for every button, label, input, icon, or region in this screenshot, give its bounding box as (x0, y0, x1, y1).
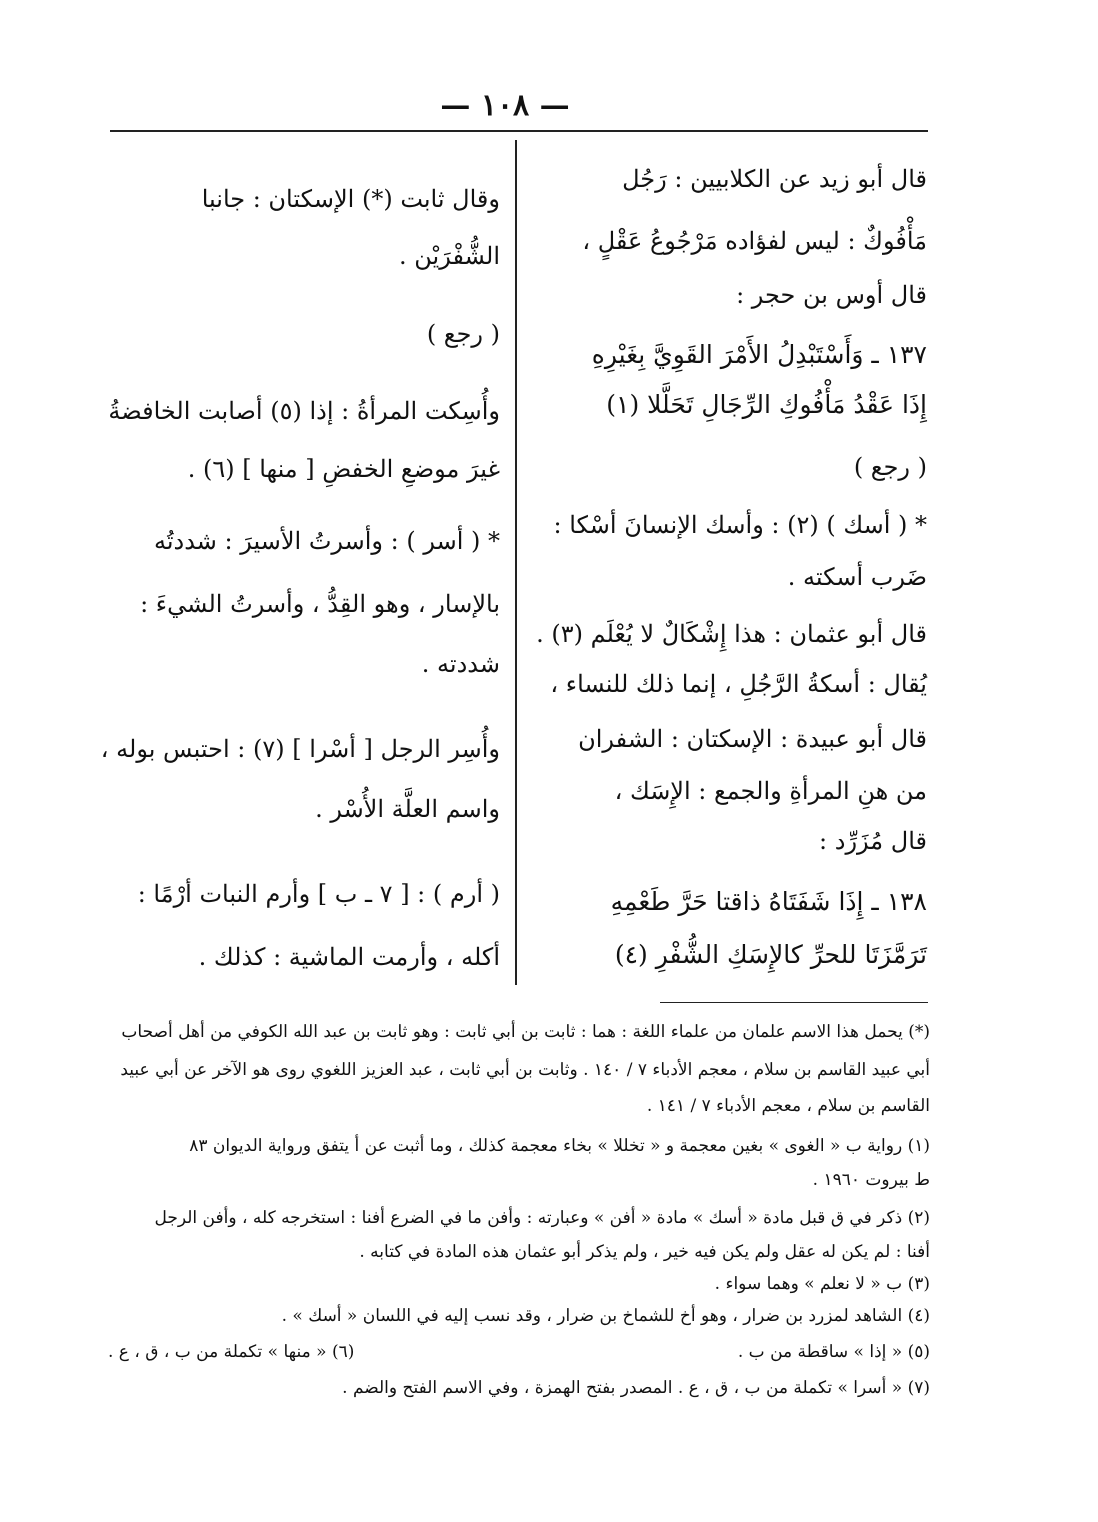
section-heading: ( رجع ) (426, 320, 500, 348)
text-line: واسم العلَّة الأُسْر . (315, 795, 500, 823)
footnote-line: (٧) « أسرا » تكملة من ب ، ق ، ع . المصدر بفتح الهمزة ، وفي الاسم الفتح والضم . (342, 1378, 930, 1398)
text-line: ضَرب أسكته . (787, 563, 927, 591)
text-line: بالإسار ، وهو القِدُّ ، وأسرتُ الشيءَ : (140, 590, 500, 618)
footnote-line: (١) رواية ب « الغوى » بغين معجمة و « تخللا » بخاء معجمة كذلك ، وما أثبت عن أ يتفق ورواية الديوان ٨٣ (189, 1136, 930, 1156)
footnote-line: ط بيروت ١٩٦٠ . (812, 1170, 930, 1190)
text-line: من هنِ المرأةِ والجمع : الإِسَك ، (614, 777, 927, 805)
text-line: قال أبو عبيدة : الإسكتان : الشفران (578, 725, 927, 753)
text-line: قال أبو زيد عن الكلابيين : رَجُل (622, 165, 927, 193)
verse-line: إِذَا عَقْدُ مَأْفُوكِ الرِّجَالِ تَحَلَّلا (١) (606, 390, 927, 419)
footnote-line: (*) يحمل هذا الاسم علمان من علماء اللغة : هما : ثابت بن أبي ثابت : وهو ثابت بن عبد الله الكوفي من أهل أصحاب (121, 1022, 930, 1042)
column-divider (515, 140, 517, 985)
entry-heading: * ( أسر ) : وأسرتُ الأسيرَ : شددتُه (153, 527, 500, 555)
text-line: وأُسِر الرجل [ أسْرا ] (٧) : احتبس بوله ، (100, 735, 500, 763)
footnote-line: (٥) « إذا » ساقطة من ب . (737, 1342, 930, 1362)
text-line: يُقال : أسكةُ الرَّجُلِ ، إنما ذلك للنساء ، (550, 670, 927, 698)
footnote-line: (٤) الشاهد لمزرد بن ضرار ، وهو أخ للشماخ بن ضرار ، وقد نسب إليه في اللسان « أسك » . (281, 1306, 930, 1326)
text-line: قال مُزَرِّد : (819, 827, 927, 855)
text-line: مَأْفُوكٌ : ليس لفؤاده مَرْجُوعُ عَقْلٍ ، (582, 227, 927, 255)
text-line: قال أوس بن حجر : (736, 281, 927, 309)
footnote-rule (660, 1002, 928, 1003)
text-line: وقال ثابت (*) الإسكتان : جانبا (201, 185, 500, 213)
section-heading: ( رجع ) (853, 453, 927, 481)
footnote-line: القاسم بن سلام ، معجم الأدباء ٧ / ١٤١ . (646, 1096, 930, 1116)
footnote-line: (٦) « منها » تكملة من ب ، ق ، ع . (108, 1342, 355, 1362)
text-line: الشُّفْرَيْن . (399, 242, 500, 270)
verse-line: تَرَمَّزَتَا للحرِّ كالإِسَكِ الشُّفْرِ (٤) (614, 940, 927, 969)
footnote-line: (٢) ذكر في ق قبل مادة « أسك » مادة « أفن » وعبارته : وأفن ما في الضرع أفنا : استخرجه كله ، وأفن الرجل (154, 1208, 930, 1228)
verse-line: ١٣٨ ـ إِذَا شَفَتَاهُ ذاقتا حَرَّ طَعْمِهِ (610, 887, 927, 916)
text-line: قال أبو عثمان : هذا إِشْكَالٌ لا يُعْلَم (٣) . (536, 620, 927, 648)
text-line: شددته . (421, 650, 500, 678)
page-number: — ١٠٨ — (440, 88, 570, 123)
entry-heading: * ( أسك ) (٢) : وأسك الإنسانَ أسْكا : (553, 511, 927, 539)
text-line: غيرَ موضعِ الخفضِ [ منها ] (٦) . (187, 455, 500, 483)
text-line: وأُسِكت المرأةُ : إذا (٥) أصابت الخافضةُ (108, 397, 500, 425)
footnote-line: أفنا : لم يكن له عقل ولم يكن فيه خير ، ولم يذكر أبو عثمان هذه المادة في كتابه . (359, 1242, 930, 1262)
verse-line: ١٣٧ ـ وَأَسْتَبْدِلُ الأَمْرَ القَوِيَّ بِغَيْرِهِ (591, 340, 927, 369)
text-line: أكله ، وأرمت الماشية : كذلك . (198, 943, 500, 971)
header-rule (110, 130, 928, 132)
footnote-line: أبي عبيد القاسم بن سلام ، معجم الأدباء ٧ / ١٤٠ . وثابت بن أبي ثابت ، عبد العزيز اللغوي روى هو الآخر عن أبي عبيد (120, 1060, 930, 1080)
entry-heading: ( أرم ) : [ ٧ ـ ب ] وأرم النبات أرْمًا : (137, 880, 500, 908)
footnote-line: (٣) ب « لا نعلم » وهما سواء . (714, 1274, 930, 1294)
